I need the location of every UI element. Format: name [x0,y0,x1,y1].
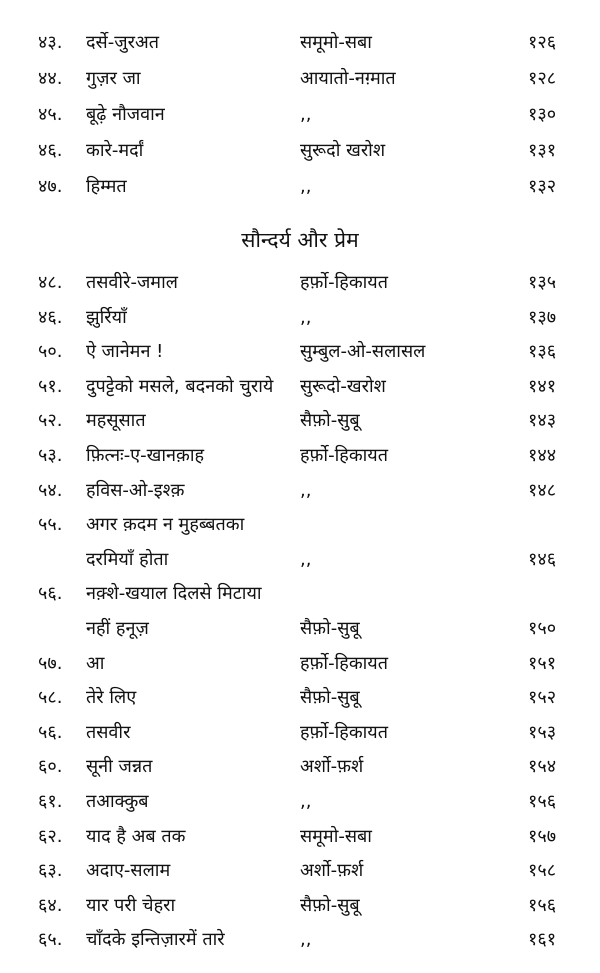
entry-title: दरमियाँ होता [86,548,169,570]
entry-page-number: १३७ [528,306,557,328]
entry-title: महसूसात [86,410,146,432]
toc-entry [0,612,600,646]
entry-source: हर्फ़ो-हिकायत [300,272,388,293]
entry-page-number: १५२ [528,687,557,709]
entry-title: चाँदके इन्तिज़ारमें तारे [86,929,225,951]
entry-page-number: १२८ [528,68,557,89]
entry-page-number: १५६ [528,894,557,916]
entry-source: सुम्बुल-ओ-सलासल [300,341,426,363]
entry-title: दर्से-जुरअत [86,32,159,53]
toc-entry [0,335,600,369]
entry-number: ५७. [38,652,63,674]
toc-entry [0,26,600,60]
entry-source: ,, [300,479,312,501]
entry-source: सुरूदो-खरोश [300,375,386,397]
entry-page-number: १५६ [528,791,557,812]
entry-page-number: १५८ [528,860,557,882]
entry-source: सैफ़ो-सुबू [300,687,360,709]
entry-page-number: १५३ [528,721,557,743]
entry-title: तेरे लिए [86,687,137,709]
entry-title: झुर्रियाँ [86,306,127,328]
entry-source: हर्फ़ो-हिकायत [300,445,388,466]
entry-title: नक़्शे-खयाल दिलसे मिटाया [86,583,262,605]
entry-title: तसवीरे-जमाल [86,272,178,293]
toc-entry [0,134,600,168]
entry-page-number: १६१ [528,929,557,951]
toc-entry [0,404,600,438]
toc-entry [0,474,600,508]
entry-source: ,, [300,929,312,951]
entry-page-number: १३२ [528,176,557,197]
entry-number: ४७. [38,176,63,197]
entry-title: अगर क़दम न मुहब्बतका [86,514,245,536]
entry-number: ५६. [38,583,63,605]
entry-title: फ़ित्नः-ए-खानक़ाह [86,445,205,466]
entry-number: ५१. [38,375,63,397]
entry-number: ४८. [38,272,63,293]
toc-entry [0,854,600,888]
toc-entry [0,170,600,204]
toc-entry [0,98,600,132]
entry-title: तसवीर [86,721,131,743]
toc-entry [0,577,600,611]
toc-entry [0,266,600,300]
entry-source: सैफ़ो-सुबू [300,894,360,916]
toc-entry [0,923,600,957]
entry-page-number: १४८ [528,479,557,501]
entry-source: सैफ़ो-सुबू [300,618,360,639]
toc-entry [0,785,600,819]
entry-source: ,, [300,104,312,125]
entry-title: सूनी जन्नत [86,756,153,778]
toc-entry [0,62,600,96]
entry-number: ५६. [38,721,63,743]
toc-entry [0,370,600,404]
entry-source: अर्शो-फ़र्श [300,756,364,778]
entry-page-number: १५१ [528,652,557,674]
entry-source: समूमो-सबा [300,825,372,847]
entry-title: यार परी चेहरा [86,894,176,916]
toc-entry [0,681,600,715]
entry-source: ,, [300,548,312,570]
toc-entry [0,301,600,335]
entry-source: हर्फ़ो-हिकायत [300,652,388,674]
entry-number: ६३. [38,860,63,882]
entry-source: हर्फ़ो-हिकायत [300,721,388,743]
toc-entry [0,439,600,473]
entry-title: कारे-मर्दां [86,140,144,161]
entry-source: समूमो-सबा [300,32,372,53]
entry-number: ६५. [38,929,63,951]
entry-number: ६२. [38,825,63,847]
entry-number: ४५. [38,104,63,125]
entry-title: ऐ जानेमन ! [86,341,164,363]
toc-entry [0,750,600,784]
entry-title: तआक्कुब [86,791,149,812]
entry-page-number: १३६ [528,341,557,363]
entry-number: ४६. [38,306,63,328]
entry-title: याद है अब तक [86,825,186,847]
entry-number: ६१. [38,791,63,812]
entry-page-number: १३५ [528,272,557,293]
entry-number: ४६. [38,140,63,161]
entry-source: आयातो-नग़्मात [300,68,396,89]
entry-number: ५८. [38,687,63,709]
entry-source: ,, [300,306,312,328]
toc-entry [0,820,600,854]
entry-number: ५३. [38,445,63,466]
toc-entry [0,543,600,577]
entry-number: ५४. [38,479,63,501]
entry-page-number: १४३ [528,410,557,432]
entry-source: सुरूदो खरोश [300,140,386,161]
entry-page-number: १५४ [528,756,557,778]
toc-entry [0,889,600,923]
toc-entry [0,508,600,542]
entry-title: हिम्मत [86,176,127,197]
entry-title: अदाए-सलाम [86,860,171,882]
entry-page-number: १४१ [528,375,557,397]
entry-title: आ [86,652,105,674]
entry-number: ५०. [38,341,63,363]
entry-page-number: १३० [528,104,557,125]
entry-page-number: १४४ [528,445,557,466]
entry-title: नहीं हनूज़ [86,618,149,639]
entry-number: ६४. [38,894,63,916]
entry-number: ५५. [38,514,63,536]
entry-page-number: १५० [528,618,557,639]
entry-title: हविस-ओ-इश्क़ [86,479,185,501]
entry-number: ६०. [38,756,63,778]
entry-title: दुपट्टेको मसले, बदनको चुराये [86,375,274,397]
entry-title: गुज़र जा [86,68,141,89]
entry-number: ४३. [38,32,63,53]
entry-page-number: १४६ [528,548,557,570]
toc-entry [0,716,600,750]
entry-page-number: १२६ [528,32,557,53]
entry-page-number: १३१ [528,140,557,161]
entry-title: बूढ़े नौजवान [86,104,165,125]
section-heading: सौन्दर्य और प्रेम [241,228,359,252]
entry-source: अर्शो-फ़र्श [300,860,364,882]
entry-page-number: १५७ [528,825,557,847]
entry-number: ४४. [38,68,63,89]
entry-source: सैफ़ो-सुबू [300,410,360,432]
entry-source: ,, [300,176,312,197]
entry-source: ,, [300,791,312,812]
entry-number: ५२. [38,410,63,432]
toc-entry [0,647,600,681]
